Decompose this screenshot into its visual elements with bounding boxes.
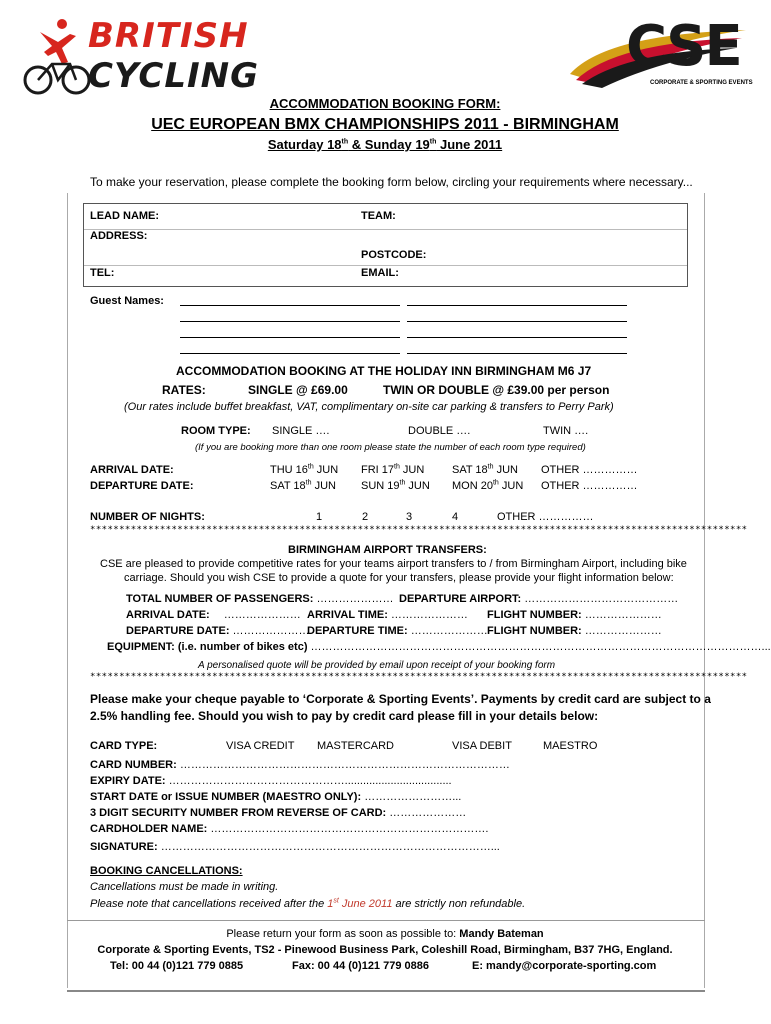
star-divider-1: ***************************************************************************************************************** <box>90 525 748 535</box>
passengers-field[interactable]: TOTAL NUMBER OF PASSENGERS: ………………… <box>126 593 394 605</box>
card-maestro[interactable]: MAESTRO <box>543 740 598 752</box>
payment-line-2: 2.5% handling fee. Should you wish to pay by credit card please fill in your details below: <box>90 709 599 723</box>
lead-name-label[interactable]: LEAD NAME: <box>90 210 160 222</box>
security-number-field[interactable]: 3 DIGIT SECURITY NUMBER FROM REVERSE OF CARD: ………………… <box>90 807 467 819</box>
arrival-option-fri[interactable]: FRI 17th JUN <box>361 463 425 476</box>
british-cycling-logo <box>22 12 258 100</box>
rates-label: RATES: <box>162 383 206 397</box>
tel-label[interactable]: TEL: <box>90 267 115 279</box>
postcode-label[interactable]: POSTCODE: <box>361 249 427 261</box>
guest-line-1b[interactable] <box>407 305 627 306</box>
quote-note: A personalised quote will be provided by email upon receipt of your booking form <box>198 660 556 671</box>
card-type-label: CARD TYPE: <box>90 740 158 752</box>
departure-option-other[interactable]: OTHER …………… <box>541 480 638 492</box>
event-dates: Saturday 18th & Sunday 19th June 2011 <box>267 137 503 152</box>
expiry-date-field[interactable]: EXPIRY DATE: …………………………………………................................... <box>90 775 452 787</box>
room-type-label: ROOM TYPE: <box>181 425 251 437</box>
accommodation-title: ACCOMMODATION BOOKING AT THE HOLIDAY INN BIRMINGHAM M6 J7 <box>176 364 592 378</box>
room-twin[interactable]: TWIN …. <box>543 425 589 437</box>
room-single[interactable]: SINGLE …. <box>272 425 330 437</box>
nights-option-1[interactable]: 1 <box>316 511 323 523</box>
transfers-title: BIRMINGHAM AIRPORT TRANSFERS: <box>288 544 487 556</box>
cancellations-line-1: Cancellations must be made in writing. <box>90 881 279 893</box>
nights-option-2[interactable]: 2 <box>362 511 369 523</box>
star-divider-2: ***************************************************************************************************************** <box>90 672 748 682</box>
nights-label: NUMBER OF NIGHTS: <box>90 511 205 523</box>
signature-field[interactable]: SIGNATURE: ………………………………………………………………………………... <box>90 841 500 853</box>
address-label[interactable]: ADDRESS: <box>90 230 148 242</box>
cancellations-line-2: Please note that cancellations received after the 1st June 2011 are strictly non refundable. <box>90 897 526 910</box>
departure-label: DEPARTURE DATE: <box>90 480 194 492</box>
arrival-time-field[interactable]: ARRIVAL TIME: ………………… <box>307 609 468 621</box>
departure-option-sun[interactable]: SUN 19th JUN <box>361 479 430 492</box>
arrival-option-sat[interactable]: SAT 18th JUN <box>452 463 518 476</box>
departure-date-field[interactable]: DEPARTURE DATE: ………………… <box>126 625 310 637</box>
guest-line-4b[interactable] <box>407 353 627 354</box>
guest-line-4a[interactable] <box>180 353 400 354</box>
departure-airport-field[interactable]: DEPARTURE AIRPORT: …………………………………… <box>399 593 679 605</box>
flight-number-2-field[interactable]: FLIGHT NUMBER: ………………… <box>487 625 662 637</box>
twin-rate: TWIN OR DOUBLE @ £39.00 per person <box>383 383 610 397</box>
start-date-field[interactable]: START DATE or ISSUE NUMBER (MAESTRO ONLY): ……………………... <box>90 791 462 803</box>
departure-option-mon[interactable]: MON 20th JUN <box>452 479 524 492</box>
guest-line-1a[interactable] <box>180 305 400 306</box>
guest-line-3a[interactable] <box>180 337 400 338</box>
guest-line-2a[interactable] <box>180 321 400 322</box>
card-mastercard[interactable]: MASTERCARD <box>317 740 395 752</box>
room-note: (If you are booking more than one room please state the number of each room type required) <box>195 442 586 453</box>
footer-address: Corporate & Sporting Events, TS2 - Pinewood Business Park, Coleshill Road, Birmingham, B37 7HG, England. <box>97 944 673 956</box>
guest-names-label: Guest Names: <box>90 295 164 307</box>
event-title: UEC EUROPEAN BMX CHAMPIONSHIPS 2011 - BIRMINGHAM <box>151 116 619 133</box>
cycling-text: CYCLING <box>88 56 259 96</box>
card-visa-debit[interactable]: VISA DEBIT <box>452 740 512 752</box>
nights-option-4[interactable]: 4 <box>452 511 459 523</box>
flight-number-1-field[interactable]: FLIGHT NUMBER: ………………… <box>487 609 662 621</box>
arrival-option-thu[interactable]: THU 16th JUN <box>270 463 339 476</box>
payment-line-1: Please make your cheque payable to ‘Corporate & Sporting Events’. Payments by credit card are subject to a <box>90 692 711 706</box>
transfers-desc-2: carriage. Should you wish CSE to provide a quote for your transfers, please provide your flight information below: <box>124 572 674 584</box>
equipment-field[interactable]: EQUIPMENT: (i.e. number of bikes etc) ……………………………………………………………………………………………………………... <box>107 641 771 653</box>
email-label[interactable]: EMAIL: <box>361 267 399 279</box>
transfers-desc-1: CSE are pleased to provide competitive rates for your teams airport transfers to / from Birmingham Airport, including bike <box>100 558 687 570</box>
card-number-field[interactable]: CARD NUMBER: ……………………………………………………………………………… <box>90 759 510 771</box>
british-text: BRITISH <box>88 16 249 56</box>
team-label[interactable]: TEAM: <box>361 210 396 222</box>
arrival-date-field[interactable]: ARRIVAL DATE: ………………… <box>126 609 301 621</box>
footer-fax: Fax: 00 44 (0)121 779 0886 <box>292 960 429 972</box>
guest-line-3b[interactable] <box>407 337 627 338</box>
card-visa-credit[interactable]: VISA CREDIT <box>226 740 295 752</box>
footer-email[interactable]: E: mandy@corporate-sporting.com <box>472 960 657 972</box>
nights-option-3[interactable]: 3 <box>406 511 413 523</box>
cardholder-name-field[interactable]: CARDHOLDER NAME: …………………………………………………………………. <box>90 823 489 835</box>
intro-text: To make your reservation, please complete the booking form below, circling your requirements where necessary... <box>90 175 693 189</box>
footer-tel: Tel: 00 44 (0)121 779 0885 <box>110 960 244 972</box>
guest-line-2b[interactable] <box>407 321 627 322</box>
departure-time-field[interactable]: DEPARTURE TIME: ………………… <box>307 625 488 637</box>
cse-text: CSE <box>626 14 741 79</box>
arrival-option-other[interactable]: OTHER …………… <box>541 464 638 476</box>
form-title: ACCOMMODATION BOOKING FORM: <box>269 96 501 111</box>
cancellations-title: BOOKING CANCELLATIONS: <box>90 865 243 877</box>
cse-logo <box>566 14 753 92</box>
departure-option-sat[interactable]: SAT 18th JUN <box>270 479 336 492</box>
arrival-label: ARRIVAL DATE: <box>90 464 174 476</box>
room-double[interactable]: DOUBLE …. <box>408 425 471 437</box>
cse-subtitle: CORPORATE & SPORTING EVENTS <box>650 80 753 86</box>
footer-return: Please return your form as soon as possible to: Mandy Bateman <box>226 928 544 940</box>
footer-divider <box>67 920 705 921</box>
single-rate: SINGLE @ £69.00 <box>248 383 348 397</box>
rates-note: (Our rates include buffet breakfast, VAT, complimentary on-site car parking & transfers to Perry Park) <box>124 401 614 413</box>
page-bottom-border <box>67 990 705 992</box>
nights-option-other[interactable]: OTHER …………… <box>497 511 594 523</box>
